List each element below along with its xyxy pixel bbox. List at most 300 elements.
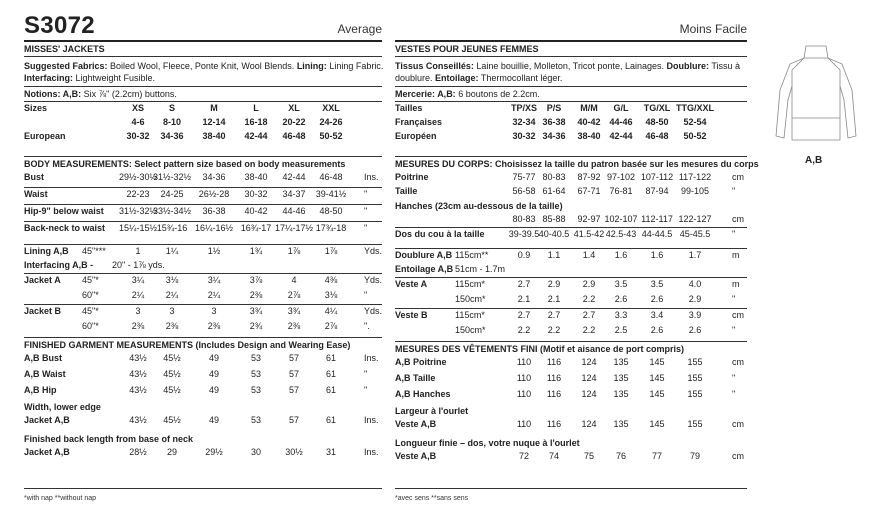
- value-cell: 76: [615, 451, 626, 461]
- row-label: Bust: [24, 172, 44, 182]
- value-cell: 30: [250, 447, 261, 457]
- value-cell: 2.5: [614, 325, 628, 335]
- value-cell: 33½-34½: [152, 206, 192, 216]
- table-row: [24, 171, 382, 187]
- value-cell: 2.2: [582, 325, 596, 335]
- value-cell: M/M: [580, 103, 598, 113]
- value-cell: TG/XL: [643, 103, 671, 113]
- en-notions: Notions: A,B: Six ⅞" (2.2cm) buttons.: [24, 87, 382, 102]
- row-label: A,B Bust: [24, 353, 62, 363]
- value-cell: 31: [325, 447, 336, 457]
- value-cell: 3¾: [287, 306, 301, 316]
- value-cell: 32-34: [512, 117, 536, 127]
- value-cell: 45½: [163, 353, 181, 363]
- value-cell: 16¼-16½: [194, 223, 234, 233]
- en-finished-measurements: [24, 337, 382, 464]
- value-cell: 34-36: [202, 172, 226, 182]
- value-cell: 112-117: [641, 214, 673, 224]
- value-cell: 38-40: [577, 131, 601, 141]
- value-cell: 57: [288, 385, 299, 395]
- value-cell: 48-50: [319, 206, 343, 216]
- value-cell: P/S: [546, 103, 562, 113]
- value-cell: TP/XS: [510, 103, 537, 113]
- unit-cell: ": [732, 373, 736, 383]
- value-cell: 46-48: [282, 131, 306, 141]
- value-cell: 41.5-42: [573, 229, 605, 239]
- row-label: Européen: [395, 131, 437, 141]
- row-width: 45"*: [82, 275, 99, 285]
- unit-cell: Yds.: [364, 246, 383, 256]
- en-body-title: BODY MEASUREMENTS: Select pattern size based on body measurements: [24, 156, 382, 171]
- value-cell: 53: [250, 415, 261, 425]
- value-cell: 8-10: [162, 117, 181, 127]
- value-cell: 1⅞: [324, 246, 338, 256]
- francaises-row: [395, 116, 747, 130]
- row-label: Françaises: [395, 117, 443, 127]
- value-cell: 72: [518, 451, 529, 461]
- row-label: A,B Waist: [24, 369, 66, 379]
- table-row: [395, 248, 747, 263]
- table-row: [24, 289, 382, 304]
- row-label: Veste B: [395, 310, 428, 320]
- value-cell: 2⅞: [287, 290, 301, 300]
- table-row: [395, 213, 747, 227]
- pattern-number: S3072: [24, 12, 95, 39]
- row-label: Dos du cou à la taille: [395, 229, 485, 239]
- value-cell: 2⅜: [287, 321, 301, 331]
- value-cell: 61-64: [542, 186, 566, 196]
- value-cell: 44-46: [609, 117, 633, 127]
- value-cell: 50-52: [319, 131, 343, 141]
- unit-cell: Ins.: [364, 415, 379, 425]
- fr-fabrics: Tissus Conseillés: Laine bouillie, Molleton, Tricot ponte, Lainages. Doublure: Tissu à: [395, 61, 741, 71]
- value-cell: 99-105: [680, 186, 710, 196]
- value-cell: 4-6: [131, 117, 145, 127]
- unit-cell: Yds.: [364, 275, 383, 285]
- value-cell: 43½: [129, 415, 147, 425]
- value-cell: 17¼-17½: [274, 223, 314, 233]
- value-cell: 77: [651, 451, 662, 461]
- table-row: [24, 352, 382, 368]
- value-cell: 46-48: [645, 131, 669, 141]
- value-cell: 135: [613, 419, 629, 429]
- value-cell: 2¼: [207, 290, 221, 300]
- value-cell: 74: [548, 451, 559, 461]
- value-cell: 44-46: [282, 206, 306, 216]
- value-cell: 3¼: [131, 275, 145, 285]
- row-label: Veste A,B: [395, 419, 437, 429]
- value-cell: 1.6: [614, 250, 628, 260]
- value-cell: 116: [546, 389, 562, 399]
- row-width: 115cm**: [455, 250, 489, 260]
- value-cell: 61: [325, 415, 336, 425]
- value-cell: 61: [325, 385, 336, 395]
- row-width: 45"*: [82, 306, 99, 316]
- value-cell: 34-36: [160, 131, 184, 141]
- value-cell: 1¾: [249, 246, 263, 256]
- value-cell: XS: [131, 103, 144, 113]
- value-cell: 30-32: [512, 131, 536, 141]
- table-row: [395, 372, 747, 388]
- table-row: [395, 227, 747, 242]
- value-cell: L: [253, 103, 259, 113]
- fr-longueur-label: Longueur finie – dos, votre nuque à l'ourlet: [395, 438, 580, 448]
- value-cell: 110: [516, 357, 532, 367]
- fr-hanches-label: Hanches (23cm au-dessous de la taille): [395, 201, 563, 211]
- unit-cell: m: [732, 250, 740, 260]
- unit-cell: cm: [732, 357, 744, 367]
- table-row: [24, 204, 382, 221]
- value-cell: 61: [325, 369, 336, 379]
- value-cell: 1: [135, 246, 141, 256]
- value-cell: 56-58: [512, 186, 536, 196]
- row-width: 150cm*: [455, 325, 486, 335]
- value-cell: 52-54: [683, 117, 707, 127]
- value-cell: 4: [291, 275, 297, 285]
- value-cell: XL: [288, 103, 300, 113]
- value-cell: 3⅛: [324, 290, 338, 300]
- row-label: Jacket A,B: [24, 415, 70, 425]
- row-label: A,B Taille: [395, 373, 436, 383]
- value-cell: 124: [581, 357, 597, 367]
- table-row: [24, 320, 382, 335]
- unit-cell: m: [732, 279, 740, 289]
- value-cell: 36-38: [202, 206, 226, 216]
- row-label: Interfacing A,B -: [24, 260, 94, 270]
- value-cell: 43½: [129, 369, 147, 379]
- row-width: 60"*: [82, 321, 99, 331]
- value-cell: 57: [288, 353, 299, 363]
- value-cell: 124: [581, 389, 597, 399]
- value-cell: 36-38: [542, 117, 566, 127]
- unit-cell: ": [732, 325, 736, 335]
- value-cell: S: [168, 103, 175, 113]
- table-row: [24, 384, 382, 400]
- en-width-lower: Width, lower edge: [24, 402, 101, 412]
- unit-cell: ": [364, 206, 368, 216]
- unit-cell: ": [364, 189, 368, 199]
- value-cell: 2¾: [249, 321, 263, 331]
- value-cell: 2¼: [165, 290, 179, 300]
- row-label: Jacket B: [24, 306, 62, 316]
- value-cell: 2.9: [547, 279, 561, 289]
- table-row: [395, 356, 747, 372]
- value-cell: 49: [208, 369, 219, 379]
- value-cell: 30½: [285, 447, 303, 457]
- fr-body-measurements: [395, 156, 759, 242]
- table-row: [395, 418, 747, 436]
- unit-cell: Ins.: [364, 172, 379, 182]
- value-cell: 38-40: [244, 172, 268, 182]
- value-cell: 2.7: [547, 310, 561, 320]
- value-cell: 43½: [129, 353, 147, 363]
- value-cell: 3: [211, 306, 217, 316]
- table-row: [24, 273, 382, 289]
- value-cell: 26½-28: [198, 189, 230, 199]
- value-cell: 4⅜: [324, 275, 338, 285]
- fr-header: [395, 0, 747, 42]
- value-cell: 31½-32½: [152, 172, 192, 182]
- value-cell: 44-44.5: [641, 229, 673, 239]
- value-cell: 40-42: [244, 206, 268, 216]
- value-cell: 22-23: [126, 189, 150, 199]
- french-column: [395, 0, 759, 468]
- fr-size-table: [395, 102, 747, 144]
- table-row: [395, 388, 747, 404]
- value-cell: 4¼: [324, 306, 338, 316]
- value-cell: 2⅜: [207, 321, 221, 331]
- value-cell: 145: [649, 373, 665, 383]
- value-cell: 2⅜: [131, 321, 145, 331]
- en-bottom-rule: [24, 488, 382, 489]
- difficulty-fr: Moins Facile: [679, 22, 747, 36]
- value-cell: 75: [583, 451, 594, 461]
- difficulty-en: Average: [337, 22, 382, 36]
- value-cell: 2.1: [547, 294, 561, 304]
- value-cell: 43½: [129, 385, 147, 395]
- unit-cell: cm: [732, 310, 744, 320]
- europeen-row: [395, 130, 747, 144]
- unit-cell: ": [364, 385, 368, 395]
- fr-body-title: MESURES DU CORPS: Choisissez la taille du patron basée sur les mesures du corps: [395, 156, 747, 171]
- value-cell: 45-45.5: [679, 229, 711, 239]
- value-cell: 102-107: [604, 214, 638, 224]
- value-cell: 45½: [163, 415, 181, 425]
- row-width: 115cm*: [455, 310, 485, 320]
- fr-title: VESTES POUR JEUNES FEMMES: [395, 42, 747, 57]
- value-cell: 135: [613, 389, 629, 399]
- value-cell: 24-25: [160, 189, 184, 199]
- table-row: [24, 304, 382, 320]
- unit-cell: ": [732, 294, 736, 304]
- table-row: [24, 414, 382, 432]
- value-cell: 87-92: [577, 172, 601, 182]
- value-cell: 1¼: [165, 246, 179, 256]
- value-cell: 3⅞: [249, 275, 263, 285]
- value-cell: 87-94: [645, 186, 669, 196]
- row-label: Poitrine: [395, 172, 429, 182]
- value-cell: 45½: [163, 369, 181, 379]
- en-title: MISSES' JACKETS: [24, 42, 382, 57]
- jacket-sketch-icon: [770, 40, 862, 160]
- value-cell: 1½: [207, 246, 221, 256]
- row-text: 51cm - 1.7m: [455, 264, 506, 274]
- value-cell: 2⅞: [324, 321, 338, 331]
- table-row: [395, 277, 747, 293]
- european-row: [24, 130, 382, 144]
- value-cell: M: [210, 103, 218, 113]
- value-cell: 1⅞: [287, 246, 301, 256]
- table-row: [395, 185, 747, 199]
- unit-cell: Ins.: [364, 353, 379, 363]
- row-label: A,B Hip: [24, 385, 57, 395]
- table-row: [395, 263, 747, 277]
- value-cell: 46-48: [319, 172, 343, 182]
- fr-yardage: [395, 248, 747, 339]
- value-cell: 29½: [205, 447, 223, 457]
- value-cell: 57: [288, 369, 299, 379]
- table-row: [24, 259, 382, 273]
- value-cell: 30-32: [126, 131, 150, 141]
- unit-cell: cm: [732, 419, 744, 429]
- value-cell: 53: [250, 369, 261, 379]
- unit-cell: cm: [732, 451, 744, 461]
- fr-finished-title: MESURES DES VÊTEMENTS FINI (Motif et aisance de port compris): [395, 341, 747, 356]
- row-label: Doublure A,B: [395, 250, 453, 260]
- row-label: European: [24, 131, 66, 141]
- value-cell: 145: [649, 419, 665, 429]
- value-cell: 117-122: [678, 172, 712, 182]
- row-label: A,B Hanches: [395, 389, 451, 399]
- value-cell: 2.2: [547, 325, 561, 335]
- table-row: [395, 171, 747, 185]
- row-label: Back-neck to waist: [24, 223, 106, 233]
- fr-finished-measurements: [395, 341, 747, 468]
- size-range-row: [24, 116, 382, 130]
- en-size-table: [24, 102, 382, 144]
- sizes-row: [395, 102, 747, 116]
- unit-cell: ": [364, 290, 368, 300]
- row-label: Veste A: [395, 279, 428, 289]
- value-cell: 42.5-43: [605, 229, 637, 239]
- value-cell: 48-50: [645, 117, 669, 127]
- value-cell: 57: [288, 415, 299, 425]
- unit-cell: ": [732, 229, 736, 239]
- table-row: [395, 308, 747, 324]
- value-cell: 16¾-17: [240, 223, 272, 233]
- value-cell: 29½-30½: [118, 172, 158, 182]
- value-cell: XXL: [322, 103, 340, 113]
- value-cell: TTG/XXL: [676, 103, 714, 113]
- value-cell: 2.7: [582, 310, 596, 320]
- row-label: Waist: [24, 189, 48, 199]
- unit-cell: Ins.: [364, 447, 379, 457]
- row-width: 60"*: [82, 290, 99, 300]
- value-cell: 2.9: [688, 294, 702, 304]
- value-cell: 80-83: [542, 172, 566, 182]
- value-cell: 145: [649, 389, 665, 399]
- value-cell: 110: [516, 373, 532, 383]
- value-cell: 42-44: [244, 131, 268, 141]
- sketch-label: A,B: [805, 155, 823, 166]
- table-row: [395, 450, 747, 468]
- row-label: Taille: [395, 186, 418, 196]
- value-cell: 75-77: [512, 172, 536, 182]
- unit-cell: Yds.: [364, 306, 383, 316]
- fr-notions: Mercerie: A,B: 6 boutons de 2.2cm.: [395, 87, 747, 102]
- value-cell: 42-44: [282, 172, 306, 182]
- value-cell: 1.6: [650, 250, 664, 260]
- value-cell: 40-42: [577, 117, 601, 127]
- fr-bottom-rule: [395, 488, 747, 489]
- value-cell: 2.1: [517, 294, 531, 304]
- table-row: [24, 244, 382, 259]
- value-cell: 2.9: [582, 279, 596, 289]
- value-cell: 3⅛: [165, 275, 179, 285]
- value-cell: 2⅜: [249, 290, 263, 300]
- value-cell: 31½-32½: [118, 206, 158, 216]
- row-width: 150cm*: [455, 294, 486, 304]
- value-cell: 110: [516, 389, 532, 399]
- en-back-length: Finished back length from base of neck: [24, 434, 194, 444]
- value-cell: 45½: [163, 385, 181, 395]
- value-cell: 2.6: [688, 325, 702, 335]
- value-cell: 2.6: [650, 325, 664, 335]
- fr-largeur-label: Largeur à l'ourlet: [395, 406, 469, 416]
- value-cell: 28½: [129, 447, 147, 457]
- value-cell: 79: [689, 451, 700, 461]
- table-row: [24, 187, 382, 204]
- value-cell: 2.7: [517, 279, 531, 289]
- en-interfacing: Interfacing: Lightweight Fusible.: [24, 72, 382, 87]
- en-header: [24, 0, 382, 42]
- table-row: [395, 324, 747, 339]
- value-cell: 3.3: [614, 310, 628, 320]
- row-label: Lining A,B: [24, 246, 69, 256]
- value-cell: 17¾-18: [315, 223, 347, 233]
- value-cell: 2.2: [582, 294, 596, 304]
- value-cell: 3.5: [614, 279, 628, 289]
- unit-cell: ": [364, 223, 368, 233]
- value-cell: 1.1: [547, 250, 561, 260]
- row-label: Hip-9" below waist: [24, 206, 104, 216]
- value-cell: 38-40: [202, 131, 226, 141]
- table-row: [24, 221, 382, 238]
- sizes-row: [24, 102, 382, 116]
- table-row: [395, 293, 747, 308]
- value-cell: 49: [208, 385, 219, 395]
- value-cell: 50-52: [683, 131, 707, 141]
- row-label: Jacket A,B: [24, 447, 70, 457]
- value-cell: 16-18: [244, 117, 268, 127]
- value-cell: 49: [208, 415, 219, 425]
- value-cell: 2.2: [517, 325, 531, 335]
- value-cell: 0.9: [517, 250, 531, 260]
- value-cell: 67-71: [577, 186, 601, 196]
- fr-interfacing: doublure. Entoilage: Thermocollant léger.: [395, 72, 747, 87]
- value-cell: 80-83: [512, 214, 536, 224]
- value-cell: 30-32: [244, 189, 268, 199]
- unit-cell: ": [732, 389, 736, 399]
- row-label: Entoilage A,B: [395, 264, 454, 274]
- unit-cell: ".: [364, 321, 370, 331]
- value-cell: 155: [687, 357, 703, 367]
- unit-cell: ": [364, 369, 368, 379]
- value-cell: 2.6: [614, 294, 628, 304]
- row-width: 115cm*: [455, 279, 485, 289]
- value-cell: 110: [516, 419, 532, 429]
- en-footnote: *with nap **without nap: [24, 495, 96, 502]
- value-cell: 3¾: [249, 306, 263, 316]
- value-cell: 24-26: [319, 117, 343, 127]
- value-cell: 145: [649, 357, 665, 367]
- value-cell: 34-37: [282, 189, 306, 199]
- fr-footnote: *avec sens **sans sens: [395, 495, 469, 502]
- value-cell: 2.7: [517, 310, 531, 320]
- value-cell: 97-102: [606, 172, 636, 182]
- value-cell: 2¼: [131, 290, 145, 300]
- value-cell: 34-36: [542, 131, 566, 141]
- value-cell: 92-97: [577, 214, 601, 224]
- en-fabrics: Suggested Fabrics: Boiled Wool, Fleece, Ponte Knit, Wool Blends. Lining: Lining Fabric.: [24, 61, 384, 71]
- value-cell: 116: [546, 419, 562, 429]
- value-cell: G/L: [613, 103, 629, 113]
- value-cell: 155: [687, 419, 703, 429]
- value-cell: 53: [250, 353, 261, 363]
- value-cell: 135: [613, 373, 629, 383]
- value-cell: 39-39.5: [508, 229, 540, 239]
- value-cell: 2.6: [650, 294, 664, 304]
